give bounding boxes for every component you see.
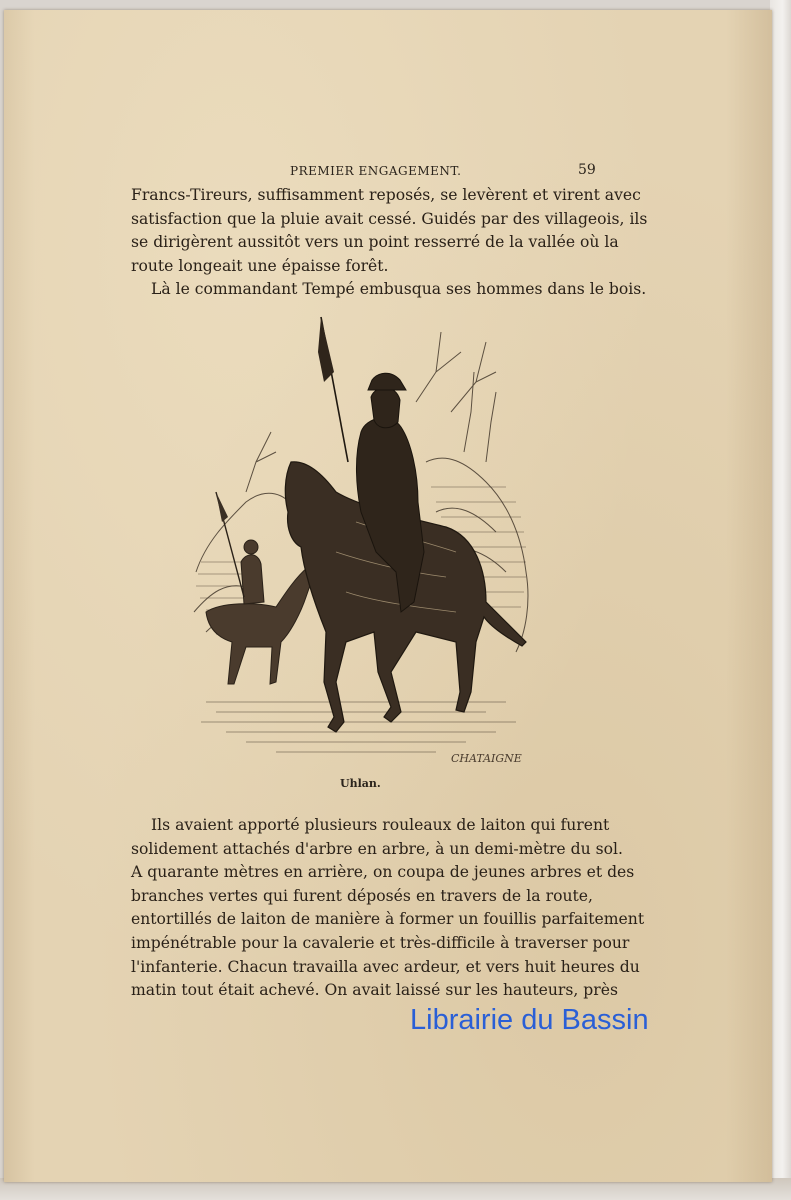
text-line: entortillés de laiton de manière à former un fouillis parfaitement xyxy=(131,910,645,929)
body-text-bottom xyxy=(131,814,645,1003)
text-line: Ils avaient apporté plusieurs rouleaux de laiton qui furent xyxy=(151,816,610,834)
running-head: PREMIER ENGAGEMENT. xyxy=(290,164,462,178)
text-line: l'infanterie. Chacun travailla avec ardeur, et vers huit heures du xyxy=(131,957,640,976)
text-line: Francs-Tireurs, suffisamment reposés, se levèrent et virent avec xyxy=(131,186,641,204)
text-line: branches vertes qui furent déposés en travers de la route, xyxy=(131,886,593,905)
text-line: impénétrable pour la cavalerie et très-difficile à traverser pour xyxy=(131,933,630,952)
text-line: solidement attachés d'arbre en arbre, à un demi-mètre du sol. xyxy=(131,839,623,858)
text-line: Là le commandant Tempé embusqua ses hommes dans le bois. xyxy=(151,280,647,299)
text-line: se dirigèrent aussitôt vers un point resserré de la vallée où la xyxy=(131,233,619,252)
body-text-top xyxy=(131,184,648,302)
uhlan-engraving xyxy=(186,312,536,772)
artist-signature: CHATAIGNE xyxy=(451,752,522,765)
scan-background-right xyxy=(770,0,791,1200)
text-line: matin tout était achevé. On avait laissé sur les hauteurs, près xyxy=(131,981,618,1000)
seller-watermark: Librairie du Bassin xyxy=(410,1004,649,1036)
text-line: satisfaction que la pluie avait cessé. Guidés par des villageois, ils xyxy=(131,209,648,228)
text-line: A quarante mètres en arrière, on coupa de jeunes arbres et des xyxy=(131,863,635,882)
figure-caption: Uhlan. xyxy=(340,777,381,790)
page-number: 59 xyxy=(578,162,596,178)
text-line: route longeait une épaisse forêt. xyxy=(131,256,389,275)
